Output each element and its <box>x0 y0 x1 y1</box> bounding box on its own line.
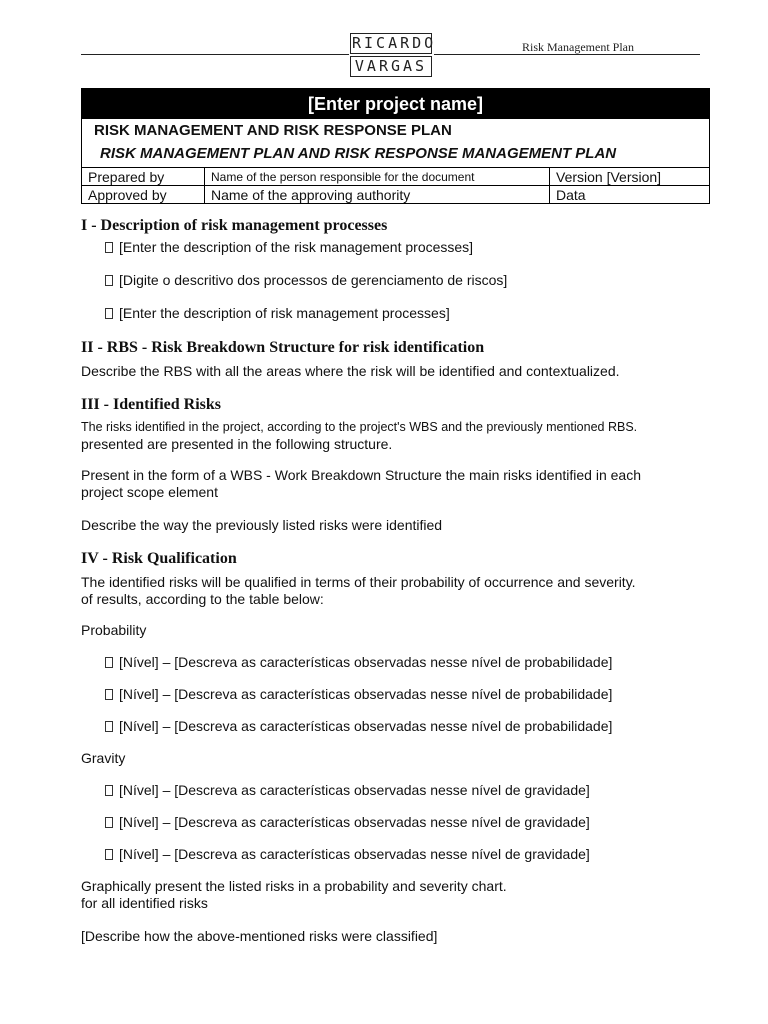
table-row <box>82 168 709 186</box>
meta-label: Prepared by <box>82 168 205 186</box>
paragraph: The identified risks will be qualified in terms of their probability of occurrence and severity. <box>81 574 636 590</box>
list-item: [Nível] – [Descreva as características observadas nesse nível de gravidade] <box>81 782 681 799</box>
meta-value: Name of the approving authority <box>205 186 550 204</box>
meta-extra: Data <box>550 186 710 204</box>
checkbox-icon <box>105 817 113 828</box>
checkbox-icon <box>105 721 113 732</box>
section-heading: III - Identified Risks <box>81 396 222 413</box>
list-item: [Nível] – [Descreva as características observadas nesse nível de probabilidade] <box>81 686 681 703</box>
header-rule <box>81 54 349 55</box>
list-item: [Nível] – [Descreva as características observadas nesse nível de probabilidade] <box>81 654 681 671</box>
paragraph: Describe the RBS with all the areas where the risk will be identified and contextualized. <box>81 363 620 379</box>
list-item: [Nível] – [Descreva as características observadas nesse nível de gravidade] <box>81 814 681 831</box>
section-heading: I - Description of risk management processes <box>81 217 388 234</box>
plan-title: RISK MANAGEMENT AND RISK RESPONSE PLAN <box>94 122 452 139</box>
paragraph: Present in the form of a WBS - Work Breakdown Structure the main risks identified in each <box>81 467 641 483</box>
list-item: [Nível] – [Descreva as características observadas nesse nível de gravidade] <box>81 846 681 863</box>
checkbox-icon <box>105 849 113 860</box>
checkbox-icon <box>105 308 113 319</box>
plan-subtitle: RISK MANAGEMENT PLAN AND RISK RESPONSE MANAGEMENT PLAN <box>100 145 617 162</box>
paragraph: for all identified risks <box>81 895 208 911</box>
paragraph: Graphically present the listed risks in a probability and severity chart. <box>81 878 507 894</box>
project-name: [Enter project name] <box>82 89 709 119</box>
list-item: [Digite o descritivo dos processos de gerenciamento de riscos] <box>81 272 681 289</box>
section-heading: II - RBS - Risk Breakdown Structure for risk identification <box>81 339 485 356</box>
paragraph: presented are presented in the following structure. <box>81 436 393 452</box>
list-label: Probability <box>81 622 147 638</box>
paragraph: Describe the way the previously listed risks were identified <box>81 517 443 533</box>
paragraph: project scope element <box>81 484 218 500</box>
checkbox-icon <box>105 689 113 700</box>
logo <box>350 33 437 79</box>
meta-value: Name of the person responsible for the document <box>205 168 550 186</box>
list-item: [Nível] – [Descreva as características observadas nesse nível de probabilidade] <box>81 718 681 735</box>
title-box <box>81 88 710 204</box>
paragraph: [Describe how the above-mentioned risks were classified] <box>81 928 438 944</box>
list-item: [Enter the description of the risk management processes] <box>81 239 681 256</box>
list-item: [Enter the description of risk management processes] <box>81 305 681 322</box>
checkbox-icon <box>105 242 113 253</box>
meta-label: Approved by <box>82 186 205 204</box>
checkbox-icon <box>105 657 113 668</box>
document-body <box>81 215 681 945</box>
checkbox-icon <box>105 275 113 286</box>
paragraph: of results, according to the table below: <box>81 591 324 607</box>
section-heading: IV - Risk Qualification <box>81 550 237 567</box>
table-row <box>82 186 709 204</box>
document-meta-table <box>82 167 709 203</box>
logo-line: RICARDO <box>352 34 437 52</box>
checkbox-icon <box>105 785 113 796</box>
logo-line: VARGAS <box>350 56 432 77</box>
paragraph: The risks identified in the project, according to the project's WBS and the previously mentioned RBS. <box>81 420 638 434</box>
meta-extra: Version [Version] <box>550 168 710 186</box>
list-label: Gravity <box>81 750 126 766</box>
document-header-title: Risk Management Plan <box>522 40 634 54</box>
